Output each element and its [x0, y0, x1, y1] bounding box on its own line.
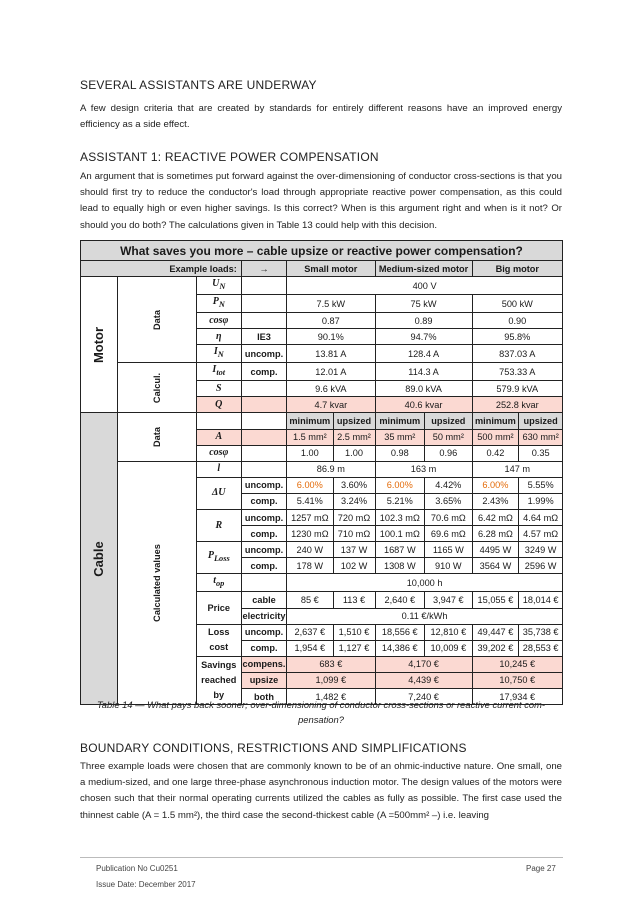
table-caption: Table 14 — What pays back sooner; over-dimensioning of conductor cross-sections or reactive current com-pensation? — [96, 699, 546, 725]
col-small-motor: Small motor — [287, 261, 375, 277]
symbol-pn: $P_N$ — [196, 295, 241, 313]
symbol-r: R — [196, 510, 241, 542]
group-motor: Motor — [81, 277, 118, 413]
table-row: upsize 1,099 € 4,439 € 10,750 € — [81, 672, 563, 688]
table-row: cosφ 1.00 1.00 0.98 0.96 0.42 0.35 — [81, 445, 563, 461]
symbol-cable-cosphi: cosφ — [196, 445, 241, 461]
value-un: 400 V — [287, 277, 563, 295]
group-cable: Cable — [81, 413, 118, 705]
example-loads-label: Example loads: — [81, 261, 242, 277]
table-title: What saves you more – cable upsize or reactive power compensation? — [81, 241, 563, 261]
footer-publication: Publication No Cu0251 — [96, 864, 178, 873]
symbol-cosphi: cosφ — [196, 313, 241, 329]
comparison-table — [80, 240, 563, 705]
symbol-s: S — [196, 381, 241, 397]
table-row: $I_N$ uncomp. 13.81 A 128.4 A 837.03 A — [81, 345, 563, 363]
symbol-in: $I_N$ — [196, 345, 241, 363]
heading-assistant-1: ASSISTANT 1: REACTIVE POWER COMPENSATION — [80, 150, 379, 164]
table-row: A 1.5 mm² 2.5 mm² 35 mm² 50 mm² 500 mm² 630 mm² — [81, 429, 563, 445]
table-row: Calculated values l 86.9 m 163 m 147 m — [81, 461, 563, 477]
symbol-du: ΔU — [196, 477, 241, 509]
table-row: both 1,482 € 7,240 € 17,934 € — [81, 688, 563, 704]
heading-boundary-conditions: BOUNDARY CONDITIONS, RESTRICTIONS AND SIMPLIFICATIONS — [80, 741, 467, 755]
table-row: $P_{Loss}$ uncomp. 240 W 137 W 1687 W 1165 W 4495 W 3249 W — [81, 542, 563, 558]
table-row: ΔU uncomp. 6.00% 3.60% 6.00% 4.42% 6.00% 5.55% — [81, 477, 563, 493]
symbol-l: l — [196, 461, 241, 477]
group-motor-calcul: Calcul. — [118, 363, 197, 413]
table-row: $t_{op}$ 10,000 h — [81, 574, 563, 592]
label-loss-cost: Loss cost — [196, 624, 241, 656]
symbol-top: $t_{op}$ — [196, 574, 241, 592]
col-medium-motor: Medium-sized motor — [375, 261, 472, 277]
symbol-a: A — [196, 429, 241, 445]
table-row: comp. 1,954 € 1,127 € 14,386 € 10,009 € 39,202 € 28,553 € — [81, 640, 563, 656]
table-row — [81, 277, 563, 295]
table-row: Calcul. $I_{tot}$ comp. 12.01 A 114.3 A 753.33 A — [81, 363, 563, 381]
footer-divider — [80, 857, 563, 858]
col-big-motor: Big motor — [472, 261, 562, 277]
table-row: $P_N$ 7.5 kW 75 kW 500 kW — [81, 295, 563, 313]
group-motor-data: Data — [118, 277, 197, 363]
heading-several-assistants: SEVERAL ASSISTANTS ARE UNDERWAY — [80, 78, 317, 92]
table-row: Savings reached by compens. 683 € 4,170 € 10,245 € — [81, 656, 563, 672]
symbol-ploss: $P_{Loss}$ — [196, 542, 241, 574]
table-row: comp. 5.41% 3.24% 5.21% 3.65% 2.43% 1.99% — [81, 493, 563, 509]
table-row: comp. 178 W 102 W 1308 W 910 W 3564 W 2596 W — [81, 558, 563, 574]
argument-paragraph: An argument that is sometimes put forward against the over-dimensioning of conductor cross-sections is that you should first try to reduce the conductor's load through appropriate reactive power compensation, as this could lead to equally high or even higher savings. Is this correct? When is this argument right and when is it not? Or should you do both? The calculations given in Table 13 could help with this decision. — [80, 171, 562, 231]
label-savings: Savings reached by — [196, 656, 241, 704]
symbol-itot: $I_{tot}$ — [196, 363, 241, 381]
symbol-q: Q — [196, 397, 241, 413]
intro-paragraph: A few design criteria that are created by standards for entirely different reasons have an improved energy efficiency as a side effect. — [80, 103, 562, 131]
table-row: electricity 0.11 €/kWh — [81, 608, 563, 624]
group-cable-data: Data — [118, 413, 197, 461]
label-price: Price — [196, 592, 241, 624]
table-row: η IE3 90.1% 94.7% 95.8% — [81, 329, 563, 345]
arrow-icon: → — [241, 261, 286, 277]
footer-issue-date: Issue Date: December 2017 — [96, 880, 196, 889]
footer-page-number: Page 27 — [526, 864, 556, 873]
symbol-un: $U_N$ — [196, 277, 241, 295]
table-row: R uncomp. 1257 mΩ 720 mΩ 102.3 mΩ 70.6 mΩ 6.42 mΩ 4.64 mΩ — [81, 510, 563, 526]
header-row — [81, 261, 563, 277]
table-row: S 9.6 kVA 89.0 kVA 579.9 kVA — [81, 381, 563, 397]
group-calculated-values: Calculated values — [118, 461, 197, 704]
symbol-eta: η — [196, 329, 241, 345]
table-row: Cable Data minimum upsized minimum upsized minimum upsized — [81, 413, 563, 429]
table-row: cosφ 0.87 0.89 0.90 — [81, 313, 563, 329]
table-row: comp. 1230 mΩ 710 mΩ 100.1 mΩ 69.6 mΩ 6.28 mΩ 4.57 mΩ — [81, 526, 563, 542]
table-row: Loss cost uncomp. 2,637 € 1,510 € 18,556 € 12,810 € 49,447 € 35,738 € — [81, 624, 563, 640]
boundary-paragraph: Three example loads were chosen that are commonly known to be of an ohmic-inductive nature. One small, one a medium-sized, and one large three-phase asynchronous induction motor. The design values of the motors were chosen such that their normal operating currents utilized the cables as fully as possible. The first case used the thinnest cable (A = 1.5 mm²), the third case the second-thickest cable (A =500mm² –) i.e. leaving — [80, 761, 562, 821]
table-row: Q 4.7 kvar 40.6 kvar 252.8 kvar — [81, 397, 563, 413]
table-row: Price cable 85 € 113 € 2,640 € 3,947 € 15,055 € 18,014 € — [81, 592, 563, 608]
